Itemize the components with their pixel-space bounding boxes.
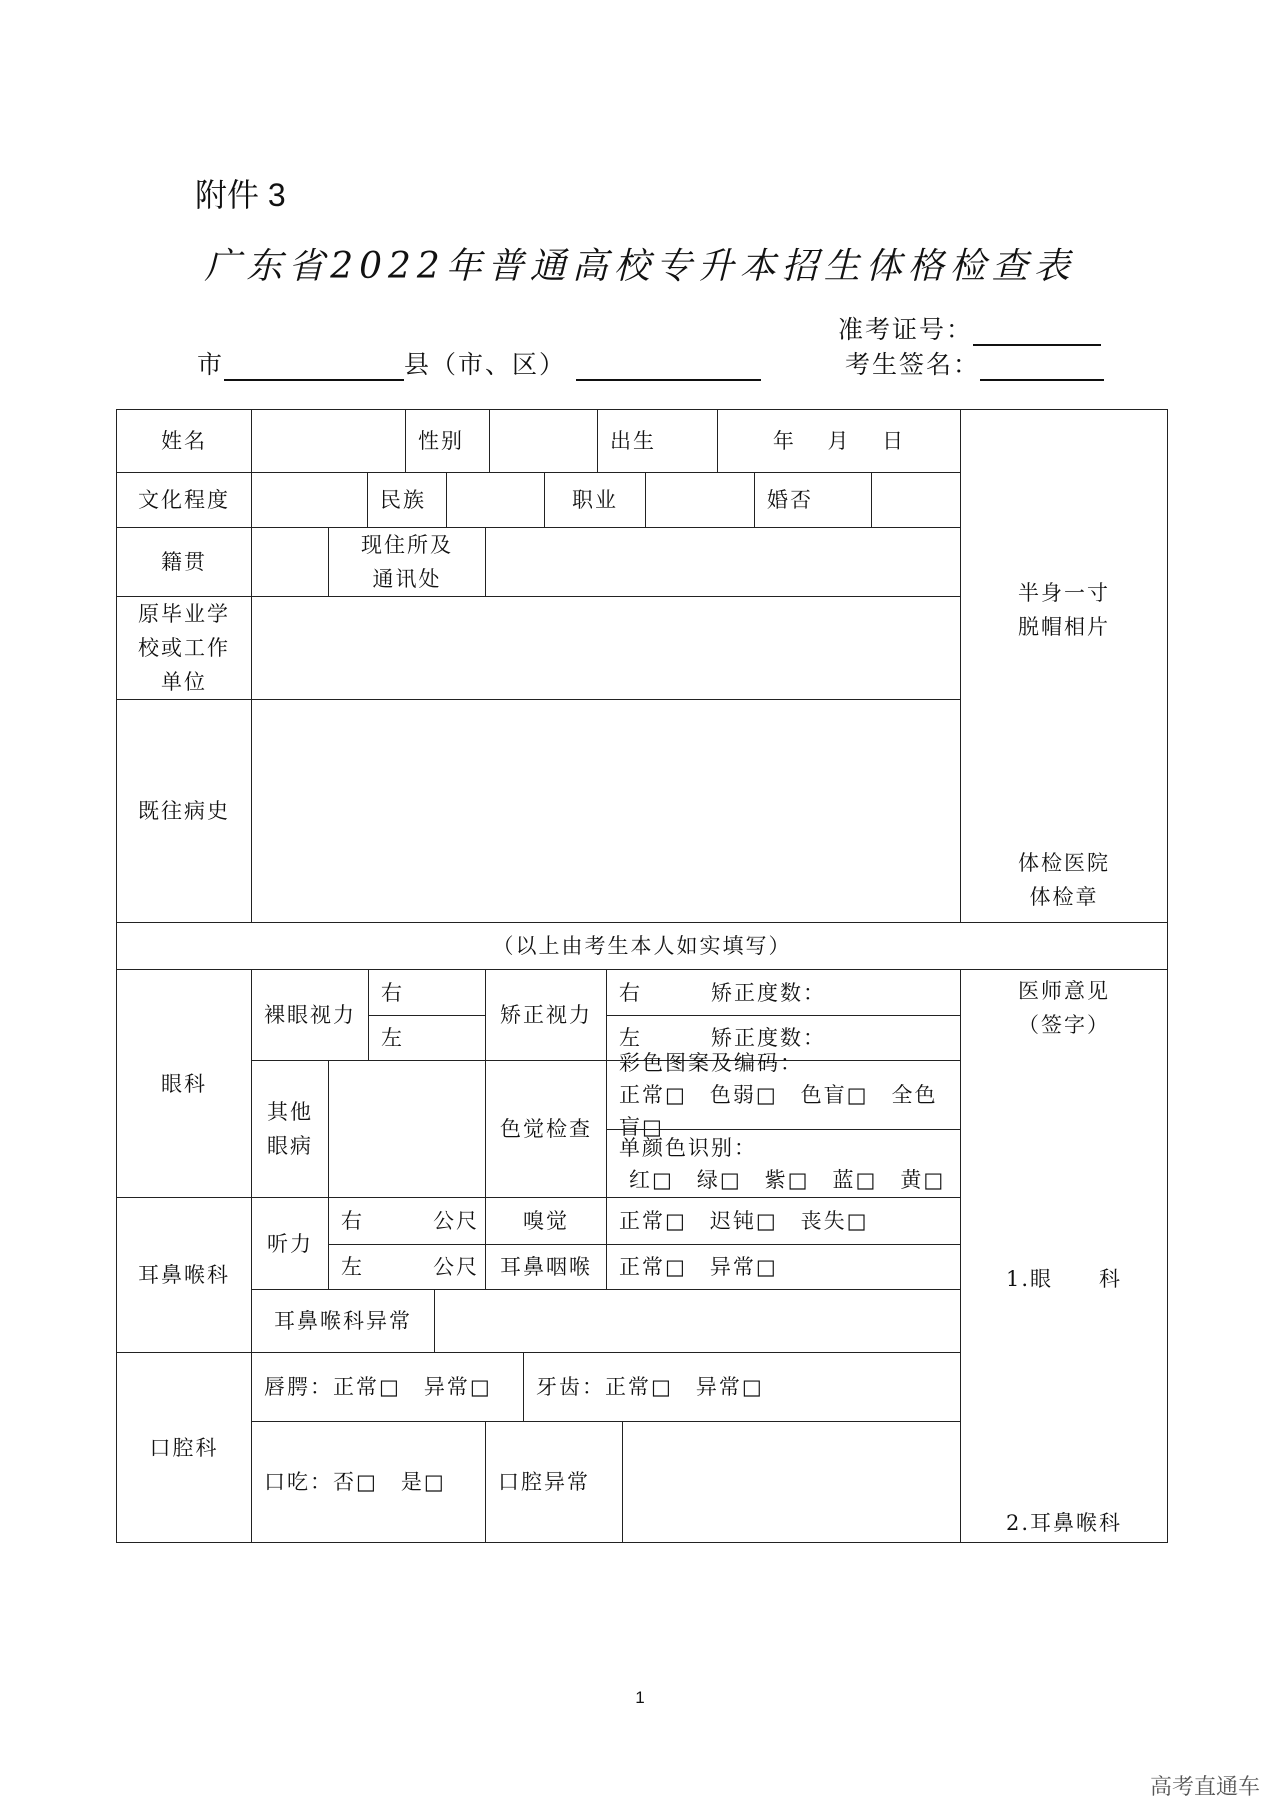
stamp-label: 体检医院 体检章 [1018, 851, 1110, 909]
oral-section-label: 口腔科 [116, 1352, 252, 1543]
other-eye-label: 其他 眼病 [251, 1060, 329, 1198]
stutter-options[interactable]: 口吃：否□ 是□ [251, 1421, 486, 1543]
gender-label: 性别 [405, 409, 490, 473]
native-place-field[interactable] [251, 527, 329, 597]
mono-color-cell [606, 1129, 961, 1198]
city-line[interactable] [224, 353, 404, 381]
health-exam-form [117, 410, 1169, 1544]
eye-section-label: 眼科 [116, 969, 252, 1198]
color-pattern-cell [606, 1051, 961, 1139]
corrected-vision-label: 矫正视力 [485, 969, 607, 1061]
smell-label: 嗅觉 [485, 1197, 607, 1245]
photo-label: 半身一寸 脱帽相片 [1018, 581, 1110, 639]
exam-number-label: 准考证号： [838, 315, 974, 344]
mono-color-options[interactable]: 红□ 绿□ 紫□ 蓝□ 黄□ [629, 1167, 946, 1192]
signature-label: 考生签名： [845, 350, 981, 379]
watermark: 高考直通车 [1149, 1775, 1260, 1800]
ent-abnormal-field[interactable] [434, 1289, 961, 1353]
occupation-label: 职业 [544, 472, 646, 528]
attachment-label: 附件 3 [195, 177, 286, 213]
location-row [197, 345, 761, 381]
self-fill-note: （以上由考生本人如实填写） [116, 922, 1168, 970]
birth-label: 出生 [597, 409, 718, 473]
name-label: 姓名 [116, 409, 252, 473]
naked-vision-label: 裸眼视力 [251, 969, 369, 1061]
address-field[interactable] [485, 527, 961, 597]
mono-color-label: 单颜色识别： [619, 1135, 757, 1160]
exam-number-line[interactable] [973, 318, 1101, 346]
doctor-opinion-label: 医师意见 （签字） [1018, 979, 1110, 1037]
oral-abnormal-label: 口腔异常 [485, 1421, 623, 1543]
naked-left-field[interactable]: 左 [368, 1015, 486, 1061]
signature-row [845, 345, 1104, 381]
gender-field[interactable] [489, 409, 598, 473]
school-label: 原毕业学 校或工作 单位 [116, 596, 252, 700]
ent-sign-item[interactable]: 2.耳鼻喉科 [1005, 1511, 1123, 1535]
ent-throat-options[interactable]: 正常□ 异常□ [606, 1244, 961, 1290]
color-pattern-options[interactable]: 正常□ 色弱□ 色盲□ 全色盲□ [619, 1083, 938, 1139]
exam-number-row [838, 310, 1101, 346]
oral-abnormal-field[interactable] [622, 1421, 961, 1543]
occupation-field[interactable] [645, 472, 755, 528]
smell-options[interactable]: 正常□ 迟钝□ 丧失□ [606, 1197, 961, 1245]
school-field[interactable] [251, 596, 961, 700]
address-label: 现住所及 通讯处 [328, 527, 486, 597]
name-field[interactable] [251, 409, 406, 473]
photo-stamp-box [960, 409, 1168, 923]
naked-right-field[interactable]: 右 [368, 969, 486, 1016]
city-label: 市 [197, 350, 225, 379]
education-label: 文化程度 [116, 472, 252, 528]
county-line[interactable] [576, 353, 761, 381]
corrected-left-field[interactable]: 左 矫正度数： [606, 1015, 961, 1061]
birth-date-field[interactable]: 年 月 日 [717, 409, 961, 473]
marital-label: 婚否 [754, 472, 872, 528]
form-title: 广东省2022年普通高校专升本招生体格检查表 [204, 246, 1076, 287]
ent-throat-label: 耳鼻咽喉 [485, 1244, 607, 1290]
lips-options[interactable]: 唇腭：正常□ 异常□ [251, 1352, 524, 1422]
history-label: 既往病史 [116, 699, 252, 923]
color-pattern-label: 彩色图案及编码： [619, 1051, 803, 1075]
hearing-right-field[interactable]: 右 公尺 [328, 1197, 486, 1245]
signature-line[interactable] [980, 353, 1104, 381]
other-eye-field[interactable] [328, 1060, 486, 1198]
hearing-left-field[interactable]: 左 公尺 [328, 1244, 486, 1290]
ent-section-label: 耳鼻喉科 [116, 1197, 252, 1353]
corrected-right-field[interactable]: 右 矫正度数： [606, 969, 961, 1016]
ent-abnormal-label: 耳鼻喉科异常 [251, 1289, 435, 1353]
teeth-options[interactable]: 牙齿：正常□ 异常□ [523, 1352, 961, 1422]
county-label: 县（市、区） [404, 350, 567, 379]
page-number: 1 [635, 1688, 645, 1707]
eye-sign-item[interactable]: 1.眼 科 [1005, 1267, 1123, 1291]
history-field[interactable] [251, 699, 961, 923]
ethnicity-field[interactable] [446, 472, 545, 528]
color-check-label: 色觉检查 [485, 1060, 607, 1198]
doctor-opinion-box [960, 969, 1168, 1543]
education-field[interactable] [251, 472, 368, 528]
native-place-label: 籍贯 [116, 527, 252, 597]
ethnicity-label: 民族 [367, 472, 447, 528]
hearing-label: 听力 [251, 1197, 329, 1290]
marital-field[interactable] [871, 472, 961, 528]
